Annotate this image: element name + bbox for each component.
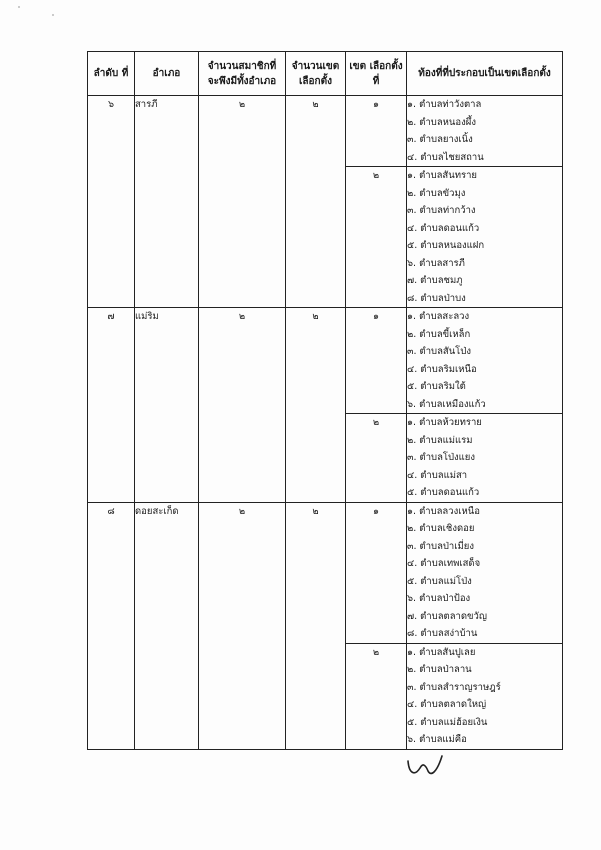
subdistrict-item: ๓. ตำบลสันโป่ง bbox=[407, 346, 471, 357]
subdistrict-item: ๗. ตำบลตลาดขวัญ bbox=[407, 610, 487, 622]
district-cell: สารภี bbox=[135, 96, 199, 308]
subdistrict-item: ๘. ตำบลป่าบง bbox=[407, 292, 466, 304]
subdistrict-item: ๓. ตำบลยางเนิ้ง bbox=[407, 134, 473, 145]
subdistrict-item: ๓. ตำบลโป่งแยง bbox=[407, 452, 475, 463]
header-constituencies: จำนวนเขต เลือกตั้ง bbox=[286, 52, 346, 96]
constituency-number-cell: ๑ bbox=[346, 502, 407, 643]
subdistrict-item: ๖. ตำบลเหมืองแก้ว bbox=[407, 398, 486, 410]
subdistrict-item: ๖. ตำบลป่าป้อง bbox=[407, 593, 471, 604]
header-district: อำเภอ bbox=[135, 52, 199, 96]
subdistrict-list-cell bbox=[407, 502, 563, 643]
subdistrict-item: ๑. ตำบลสันปูเลย bbox=[407, 646, 476, 658]
subdistrict-item: ๕. ตำบลดอนแก้ว bbox=[407, 487, 480, 498]
subdistrict-item: ๑. ตำบลห้วยทราย bbox=[407, 417, 482, 428]
table-header-row bbox=[88, 52, 563, 96]
subdistrict-item: ๕. ตำบลแม่โป่ง bbox=[407, 575, 472, 587]
subdistrict-item: ๗. ตำบลชมภู bbox=[407, 275, 463, 286]
subdistrict-item: ๑. ตำบลสันทราย bbox=[407, 170, 477, 181]
subdistrict-list-cell bbox=[407, 414, 563, 503]
subdistrict-item: ๔. ตำบลไชยสถาน bbox=[407, 151, 484, 163]
subdistrict-item: ๔. ตำบลแม่สา bbox=[407, 469, 468, 481]
district-cell: แม่ริม bbox=[135, 308, 199, 503]
header-areas: ท้องที่ที่ประกอบเป็นเขตเลือกตั้ง bbox=[407, 52, 563, 96]
subdistrict-list-cell bbox=[407, 96, 563, 167]
order-cell: ๗ bbox=[88, 308, 135, 503]
subdistrict-item: ๒. ตำบลขี้เหล็ก bbox=[407, 328, 471, 340]
subdistrict-list-cell bbox=[407, 643, 563, 749]
subdistrict-item: ๕. ตำบลหนองแฝก bbox=[407, 240, 485, 251]
subdistrict-item: ๓. ตำบลท่ากว้าง bbox=[407, 205, 476, 216]
subdistrict-item: ๒. ตำบลขัวมุง bbox=[407, 187, 466, 199]
scan-speck bbox=[52, 14, 54, 16]
subdistrict-item: ๔. ตำบลเทพเสด็จ bbox=[407, 558, 481, 569]
constituency-number-cell: ๑ bbox=[346, 308, 407, 414]
subdistrict-item: ๕. ตำบลแม่ฮ้อยเงิน bbox=[407, 716, 488, 728]
constituency-number-cell: ๒ bbox=[346, 414, 407, 503]
subdistrict-item: ๔. ตำบลตลาดใหญ่ bbox=[407, 699, 487, 710]
order-cell: ๖ bbox=[88, 96, 135, 308]
district-cell: ดอยสะเก็ด bbox=[135, 502, 199, 749]
table-row bbox=[88, 96, 563, 167]
subdistrict-item: ๖. ตำบลสารภี bbox=[407, 257, 465, 269]
subdistrict-item: ๓. ตำบลป่าเมี่ยง bbox=[407, 540, 474, 552]
subdistrict-list-cell bbox=[407, 167, 563, 308]
order-cell: ๘ bbox=[88, 502, 135, 749]
subdistrict-item: ๔. ตำบลริมเหนือ bbox=[407, 363, 477, 375]
subdistrict-item: ๑. ตำบลท่าวังตาล bbox=[407, 99, 482, 110]
constituencies-cell: ๒ bbox=[286, 502, 346, 749]
subdistrict-item: ๒. ตำบลเชิงดอย bbox=[407, 523, 475, 534]
table-body bbox=[88, 96, 563, 750]
table-row bbox=[88, 308, 563, 414]
header-members: จำนวนสมาชิกที่ จะพึงมีทั้งอำเภอ bbox=[199, 52, 286, 96]
subdistrict-item: ๓. ตำบลสำราญราษฎร์ bbox=[407, 681, 501, 693]
subdistrict-item: ๘. ตำบลสง่าบ้าน bbox=[407, 628, 478, 639]
constituencies-cell: ๒ bbox=[286, 308, 346, 503]
header-order: ลำดับ ที่ bbox=[88, 52, 135, 96]
subdistrict-item: ๔. ตำบลดอนแก้ว bbox=[407, 222, 480, 234]
subdistrict-item: ๒. ตำบลป่าลาน bbox=[407, 664, 472, 675]
constituency-number-cell: ๑ bbox=[346, 96, 407, 167]
constituency-table bbox=[87, 51, 563, 750]
subdistrict-item: ๑. ตำบลลวงเหนือ bbox=[407, 505, 480, 517]
subdistrict-list-cell bbox=[407, 308, 563, 414]
scan-speck bbox=[18, 6, 20, 8]
subdistrict-item: ๖. ตำบลแม่คือ bbox=[407, 734, 467, 745]
members-cell: ๒ bbox=[199, 502, 286, 749]
constituency-number-cell: ๒ bbox=[346, 167, 407, 308]
members-cell: ๒ bbox=[199, 96, 286, 308]
subdistrict-item: ๕. ตำบลริมใต้ bbox=[407, 381, 466, 392]
members-cell: ๒ bbox=[199, 308, 286, 503]
subdistrict-item: ๒. ตำบลแม่แรม bbox=[407, 434, 473, 446]
handwritten-page-number bbox=[405, 752, 445, 782]
header-constituency-no: เขต เลือกตั้งที่ bbox=[346, 52, 407, 96]
subdistrict-item: ๑. ตำบลสะลวง bbox=[407, 311, 470, 322]
table-row bbox=[88, 502, 563, 643]
subdistrict-item: ๒. ตำบลหนองผึ้ง bbox=[407, 116, 476, 128]
constituency-number-cell: ๒ bbox=[346, 643, 407, 749]
constituencies-cell: ๒ bbox=[286, 96, 346, 308]
